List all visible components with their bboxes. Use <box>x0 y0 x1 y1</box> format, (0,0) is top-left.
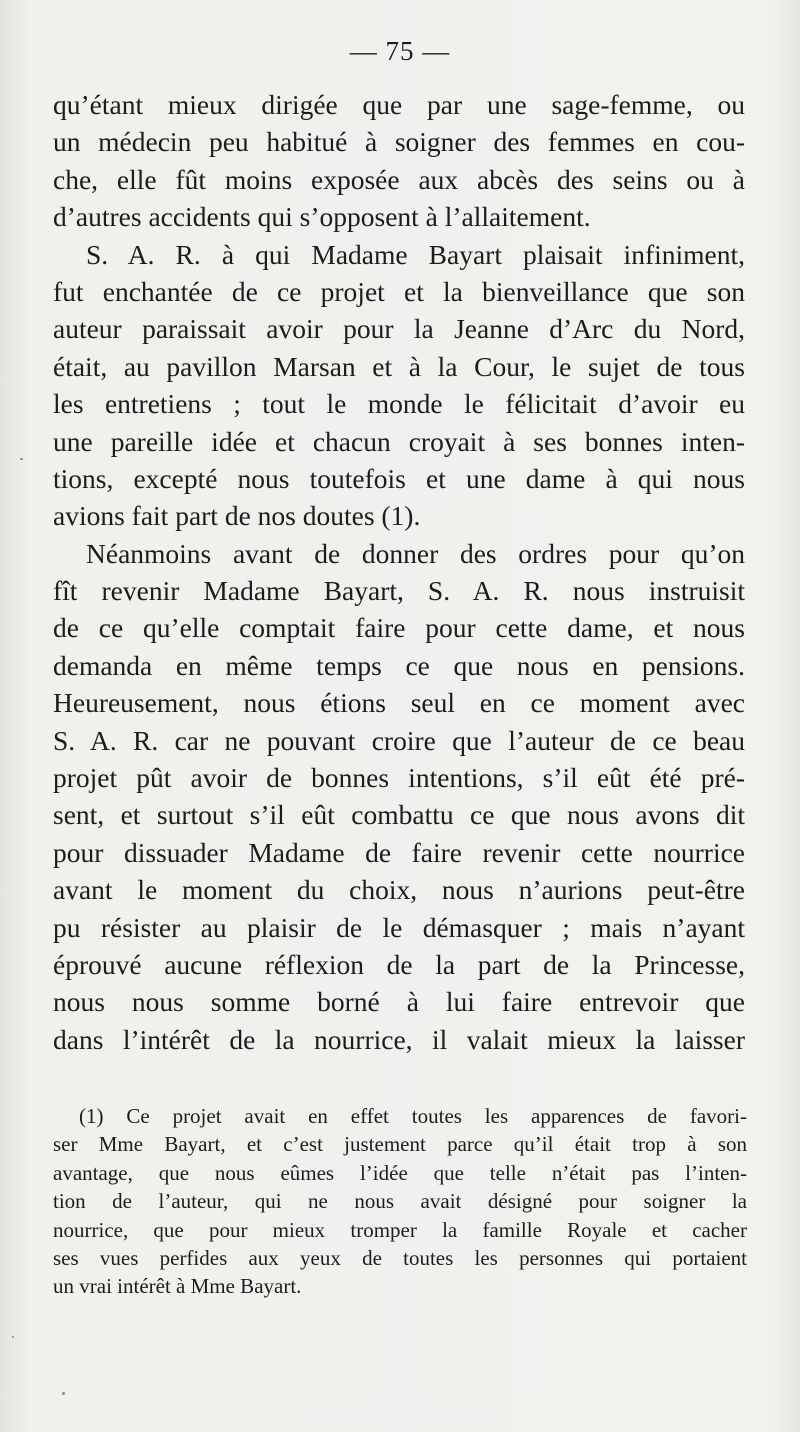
body-line: S. A. R. à qui Madame Bayart plaisait infiniment, <box>86 238 745 270</box>
body-line: projet pût avoir de bonnes intentions, s’il eût été pré- <box>53 762 745 794</box>
body-line: auteur paraissait avoir pour la Jeanne d’Arc du Nord, <box>53 313 745 345</box>
body-line: pu résister au plaisir de le démasquer ; mais n’ayant <box>53 911 745 943</box>
body-line: sent, et surtout s’il eût combattu ce que nous avons dit <box>53 799 745 831</box>
body-line: une pareille idée et chacun croyait à ses bonnes inten- <box>53 425 745 457</box>
body-line: fît revenir Madame Bayart, S. A. R. nous instruisit <box>53 575 745 607</box>
body-line: éprouvé aucune réflexion de la part de la Princesse, <box>53 948 745 980</box>
body-line: che, elle fût moins exposée aux abcès des seins ou à <box>53 163 745 195</box>
footnote-line: un vrai intérêt à Mme Bayart. <box>53 1274 302 1299</box>
body-line: d’autres accidents qui s’opposent à l’allaitement. <box>53 201 591 233</box>
body-line: était, au pavillon Marsan et à la Cour, le sujet de tous <box>53 350 745 382</box>
body-text <box>53 86 745 1058</box>
page-number: — 75 — <box>349 36 451 66</box>
paper-speck <box>20 458 23 460</box>
paper-speck <box>62 1392 65 1395</box>
body-line: Heureusement, nous étions seul en ce moment avec <box>53 687 745 719</box>
footnote-line: ses vues perfides aux yeux de toutes les personnes qui portaient <box>53 1245 747 1270</box>
body-line: fut enchantée de ce projet et la bienveillance que son <box>53 275 745 307</box>
body-line: qu’étant mieux dirigée que par une sage-femme, ou <box>53 89 745 120</box>
body-line: demanda en même temps ce que nous en pensions. <box>53 649 745 681</box>
body-line: nous nous somme borné à lui faire entrevoir que <box>53 986 745 1018</box>
footnote-line: (1) Ce projet avait en effet toutes les apparences de favori- <box>79 1104 747 1128</box>
body-line: de ce qu’elle comptait faire pour cette dame, et nous <box>53 612 745 644</box>
footnote-line: nourrice, que pour mieux tromper la famille Royale et cacher <box>53 1217 747 1242</box>
footnote <box>53 1102 747 1301</box>
body-line: avions fait part de nos doutes (1). <box>53 500 421 532</box>
body-line: pour dissuader Madame de faire revenir cette nourrice <box>53 836 745 868</box>
body-line: dans l’intérêt de la nourrice, il valait mieux la laisser <box>53 1023 745 1055</box>
body-line: avant le moment du choix, nous n’aurions peut-être <box>53 874 745 906</box>
footnote-line: avantage, que nous eûmes l’idée que telle n’était pas l’inten- <box>53 1160 747 1185</box>
body-line: tions, excepté nous toutefois et une dame à qui nous <box>53 462 745 494</box>
body-line: les entretiens ; tout le monde le félicitait d’avoir eu <box>53 388 745 420</box>
footnote-line: tion de l’auteur, qui ne nous avait désigné pour soigner la <box>53 1189 747 1214</box>
paper-speck <box>12 1336 14 1338</box>
body-line: un médecin peu habitué à soigner des femmes en cou- <box>53 126 745 158</box>
body-line: Néanmoins avant de donner des ordres pour qu’on <box>86 537 745 569</box>
body-line: S. A. R. car ne pouvant croire que l’auteur de ce beau <box>53 724 745 756</box>
footnote-line: ser Mme Bayart, et c’est justement parce qu’il était trop à son <box>53 1132 747 1157</box>
